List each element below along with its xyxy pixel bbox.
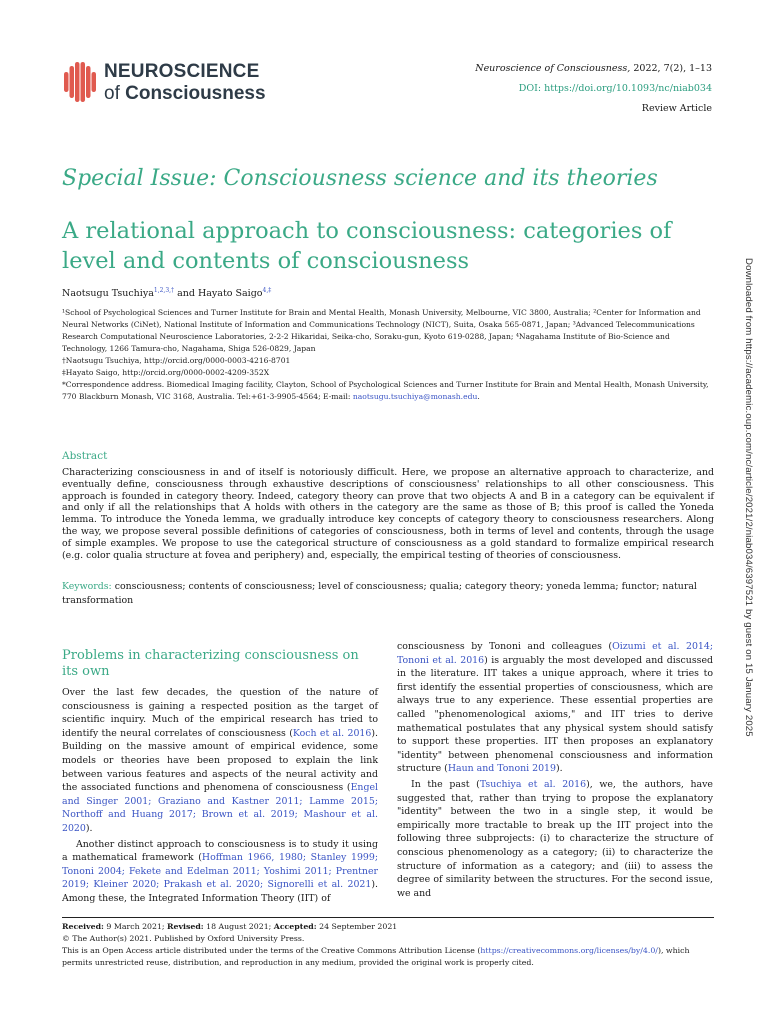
author-name: Hayato Saigo (197, 288, 263, 300)
right-column (397, 640, 713, 900)
article-type: Review Article (641, 103, 712, 114)
orcid-line: ‡Hayato Saigo, http://orcid.org/0000-0002-4209-352X (62, 368, 270, 377)
citation-link[interactable]: Koch et al. 2016 (292, 727, 372, 739)
paragraph: Over the last few decades, the question of the nature of consciousness is gaining a respected position as the target of scientific inquiry. Much of the empirical research has tried to identify the neural correlates of consciousness (Koch et al. 2016). Building on the massive amount of empirical evidence, some models or theories have been proposed to explain the link between various features and aspects of the neural activity and the associated functions and phenomena of consciousness (Engel and Singer 2001; Graziano and Kastner 2011; Lamme 2015; Northoff and Huang 2017; Brown et al. 2019; Mashour et al. 2020). (62, 687, 378, 834)
email-link[interactable]: naotsugu.tsuchiya@monash.edu (352, 392, 478, 401)
left-column (62, 648, 378, 906)
affiliations (62, 307, 714, 403)
license-link[interactable]: https://creativecommons.org/licenses/by/4.0/ (480, 946, 658, 955)
special-issue-heading: Special Issue: Consciousness science and its theories (62, 166, 658, 191)
orcid-line: †Naotsugu Tsuchiya, http://orcid.org/0000-0003-4216-8701 (62, 356, 291, 365)
author-affiliation-marks[interactable]: 4,‡ (262, 287, 272, 294)
copyright-notice: © The Author(s) 2021. Published by Oxford University Press. (62, 934, 305, 943)
logo-line-2: of Consciousness (104, 82, 266, 104)
logo-line-1: NEUROSCIENCE (104, 60, 260, 82)
abstract-body: Characterizing consciousness in and of itself is notoriously difficult. Here, we propose an alternative approach to characterize, and eventually define, consciousness through exhaustive descriptions of consciousness' relationships to all other consciousness. This approach is founded in category theory. Indeed, category theory can prove that two objects A and B in a category can be equivalent if and only if all the relationships that A holds with others in the category are the same as those of B; this proof is called the Yoneda lemma. To introduce the Yoneda lemma, we gradually introduce key concepts of category theory to consciousness researchers. Along the way, we propose several possible definitions of categories of consciousness, both in terms of level and contents, through the usage of simple examples. We propose to use the categorical structure of consciousness as a gold standard to formalize empirical research (e.g. color qualia structure at fovea and periphery) and, especially, the empirical testing of theories of consciousness. (62, 467, 714, 561)
journal-citation: Neuroscience of Consciousness, 2022, 7(2), 1–13 (475, 63, 712, 74)
article-dates: Received: 9 March 2021; Revised: 18 August 2021; Accepted: 24 September 2021 (62, 922, 398, 931)
brain-logo-icon (62, 58, 98, 106)
section-heading: Problems in characterizing consciousness on its own (62, 648, 359, 679)
citation-link[interactable]: Hoffman 1966, 1980; Stanley 1999; Tononi 2004; Fekete and Edelman 2011; Yoshimi 2011; Prentner 2019; Kleiner 2020; Prakash et al. 2020; Signorelli et al. 2021 (62, 852, 378, 891)
article-title: A relational approach to consciousness: categories of level and contents of consciousness (62, 218, 672, 274)
paragraph: Another distinct approach to consciousness is to study it using a mathematical framework (Hoffman 1966, 1980; Stanley 1999; Tononi 2004; Fekete and Edelman 2011; Yoshimi 2011; Prentner 2019; Kleiner 2020; Prakash et al. 2020; Signorelli et al. 2021). Among these, the Integrated Information Theory (IIT) of (62, 838, 378, 904)
article-footer (62, 921, 714, 969)
correspondence: *Correspondence address. Biomedical Imaging facility, Clayton, School of Psychological Sciences and Turner Institute for Brain and Mental Health, Monash University, 770 Blackburn Monash, VIC 3168, Australia. Tel:+61-3-9905-4564; E-mail: naotsugu.tsuchiya@monash.edu. (62, 380, 709, 401)
citation-link[interactable]: Haun and Tononi 2019 (447, 763, 556, 775)
doi-link[interactable]: DOI: https://doi.org/10.1093/nc/niab034 (518, 83, 712, 94)
journal-citation-block (475, 59, 712, 119)
citation-link[interactable]: Tsuchiya et al. 2016 (479, 778, 587, 790)
citation-link[interactable]: Engel and Singer 2001; Graziano and Kastner 2011; Lamme 2015; Northoff and Huang 2017; Brown et al. 2019; Mashour et al. 2020 (62, 782, 378, 834)
citation-link[interactable]: Oizumi et al. 2014; Tononi et al. 2016 (397, 641, 713, 666)
author-list: Naotsugu Tsuchiya$^{1,2,3,\dagger}$ and Hayato Saigo$^{4,\ddagger}$ (62, 287, 272, 300)
affiliation-text: ¹School of Psychological Sciences and Turner Institute for Brain and Mental Health, Monash University, Melbourne, VIC 3800, Australia; ²Center for Information and Neural Networks (CiNet), National Institute of Information and Communications Technology (NICT), Suita, Osaka 565-0871, Japan; ³Advanced Telecommunications Research Computational Neuroscience Laboratories, 2-2-2 Hikaridai, Seika-cho, Soraku-gun, Kyoto 619-0288, Japan; ⁴Nagahama Institute of Bio-Science and Technology, 1266 Tamura-cho, Nagahama, Shiga 526-0829, Japan (62, 308, 701, 353)
paragraph: In the past (Tsuchiya et al. 2016), we, the authors, have suggested that, rather than trying to propose the explanatory "identity" between the two in a single step, it would be empirically more tractable to break up the IIT project into the following three subprojects: (i) to characterize the structure of conscious phenomenology as a category; (ii) to characterize the structure of information as a category; and (iii) to assess the degree of similarity between the structures. For the second issue, we and (397, 778, 713, 899)
abstract-heading: Abstract (62, 450, 108, 462)
author-name: Naotsugu Tsuchiya (62, 288, 154, 300)
license-notice: This is an Open Access article distributed under the terms of the Creative Commons Attribution License (https://creativecommons.org/licenses/by/4.0/), which permits unrestricted reuse, distribution, and reproduction in any medium, provided the original work is properly cited. (62, 946, 690, 967)
download-watermark: Downloaded from https://academic.oup.com/nc/article/2021/2/niab034/6397521 by guest on 15 January 2025 (743, 258, 754, 737)
author-affiliation-marks[interactable]: 1,2,3,† (153, 287, 175, 294)
journal-logo (62, 58, 266, 106)
paragraph: consciousness by Tononi and colleagues (Oizumi et al. 2014; Tononi et al. 2016) is arguably the most developed and discussed in the literature. IIT takes a unique approach, where it tries to first identify the essential properties of consciousness, which are always true to any experience. These essential properties are called "phenomenological axioms," and IIT tries to derive mathematical postulates that any physical system should satisfy to support these properties. IIT then proposes an explanatory "identity" between phenomenal consciousness and information structure (Haun and Tononi 2019). (397, 641, 713, 775)
keywords-text: consciousness; contents of consciousness; level of consciousness; qualia; category theory; yoneda lemma; functor; natural transformation (62, 581, 697, 606)
keywords-label: Keywords: (62, 581, 112, 592)
footer-divider (62, 917, 714, 918)
keywords (62, 580, 714, 607)
